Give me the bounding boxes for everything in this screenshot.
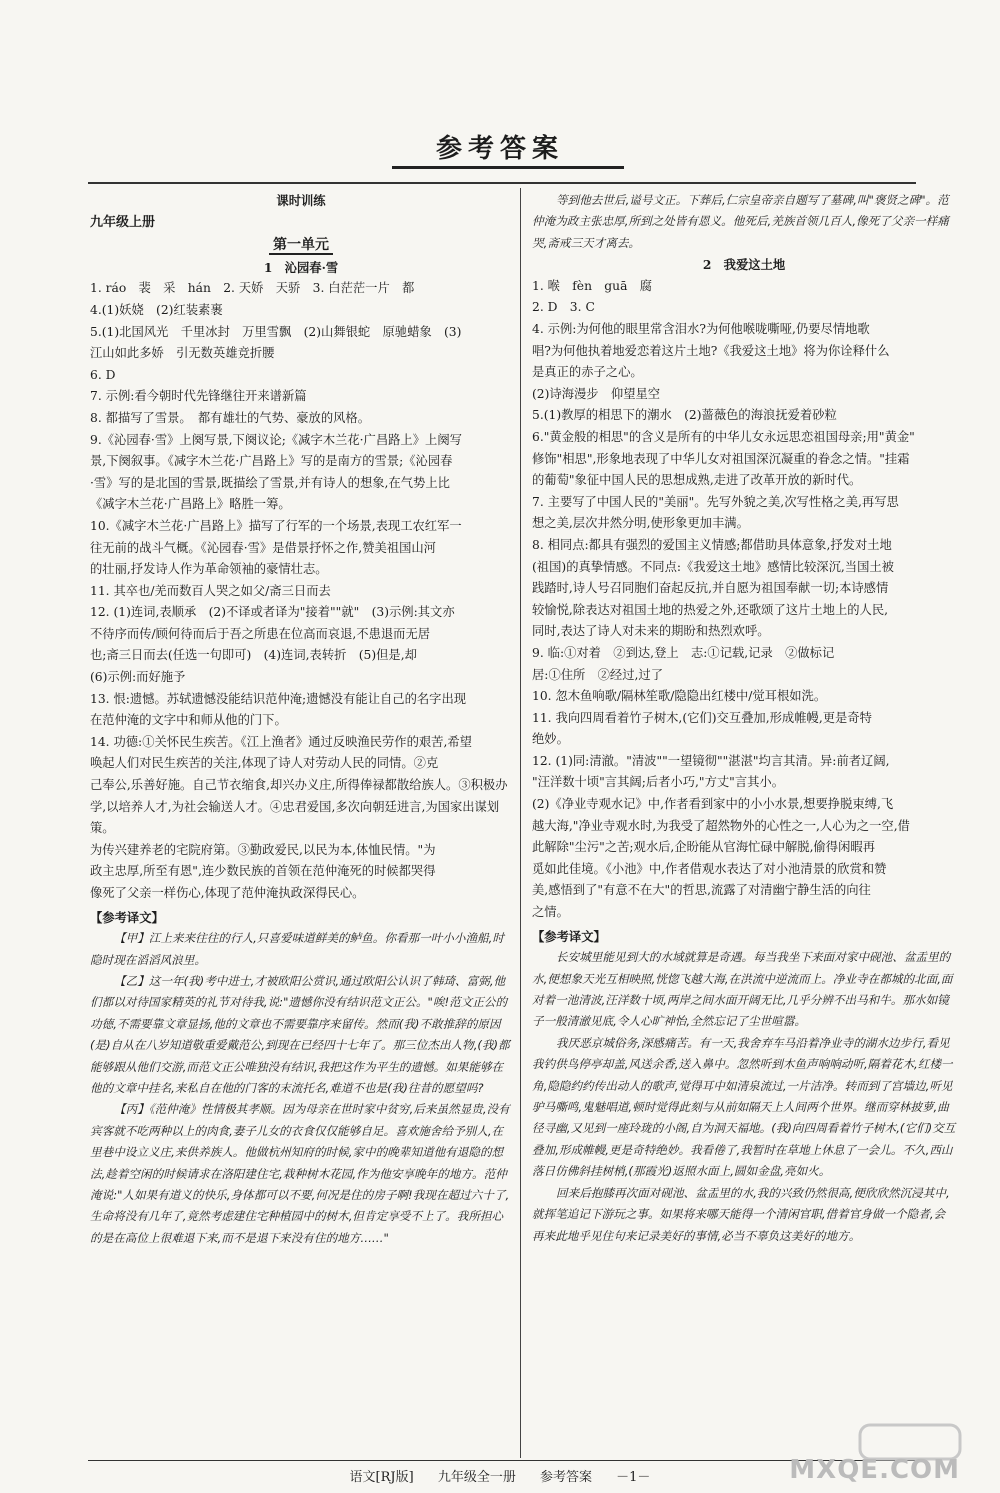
answer-line: 5.(1)北国风光 千里冰封 万里雪飘 (2)山舞银蛇 原驰蜡象 (3) xyxy=(90,324,462,339)
answer-line: 8. 相同点:都具有强烈的爱国主义情感;都借助具体意象,抒发对土地 xyxy=(532,537,892,552)
answer-line: 此解除"尘污"之苦;观水后,企盼能从官海忙碌中解脱,偷得闲暇再 xyxy=(532,840,875,855)
answer-line: 6."黄金般的相思"的含义是所有的中华儿女永远思恋祖国母亲;用"黄金" xyxy=(532,429,915,444)
answer-line: "汪洋数十顷"言其阔;后者小巧,"方丈"言其小。 xyxy=(532,775,785,790)
answer-line: 7. 主要写了中国人民的"美丽"。先写外貌之美,次写性格之美,再写思 xyxy=(532,494,899,509)
left-column xyxy=(90,190,512,1249)
answer-line: 江山如此多娇 引无数英雄竞折腰 xyxy=(90,346,275,361)
answer-line: 唱?为何他执着地爱恋着这片土地?《我爱这土地》将为你诠释什么 xyxy=(532,343,890,358)
answer-line: 像死了父亲一样伤心,体现了范仲淹执政深得民心。 xyxy=(90,886,365,900)
translation-paragraph: 我厌恶京城俗务,深感痛苦。有一天,我舍弃车马沿着净业寺的湖水边步行,看见我钓供鸟停亭却盖,风送余香,送入鼻中。忽然听到木鱼声响响动听,隔着花木,红楼一角,隐隐约约传出动人的歌声,觉得耳中如清泉流过,一片洁净。转而到了宫墙边,听见驴马嘶鸣,鬼魅唱道,顿时觉得此刻与从前如隔天上人间两个世界。继而穿林披萝,曲径寻幽,又见到一座玲珑的小阁,自为洞天福地。(我)向四周看着竹子树木,(它们)交互叠加,形成帷幔,更是奇特绝妙。我看倦了,我暂时在草地上休息了一会儿。不久,西山落日仿佛斜挂树梢,(那霞光)返照水面上,圆如金盘,亮如火。 xyxy=(532,1035,956,1179)
answer-line: 景,下阕叙事。《减字木兰花·广昌路上》写的是南方的雪景;《沁园春 xyxy=(90,454,453,469)
answer-line: 9. 临:①对着 ②到达,登上 志:①记载,记录 ②做标记 xyxy=(532,645,835,660)
answer-line: 11. 我向四周看着竹子树木,(它们)交互叠加,形成帷幔,更是奇特 xyxy=(532,710,872,725)
answer-line: (6)示例:而好施予 xyxy=(90,670,186,685)
answer-line: 11. 其卒也/羌而数百人哭之如父/斋三日而去 xyxy=(90,583,331,598)
answer-line: 4. 示例:为何他的眼里常含泪水?为何他喉咙嘶哑,仍要尽情地歌 xyxy=(532,322,870,336)
book-label: 九年级上册 xyxy=(90,214,156,230)
answer-line: 12. (1)连词,表顺承 (2)不译或者译为"接着""就" (3)示例:其文亦 xyxy=(90,605,455,620)
page-title: 参考答案 xyxy=(435,134,564,164)
answer-line: 越大海,"净业寺观水时,为我受了超然物外的心性之一,人心为之一空,借 xyxy=(532,818,910,833)
answer-line: 往无前的战斗气概。《沁园春·雪》是借景抒怀之作,赞美祖国山河 xyxy=(90,540,436,555)
column-divider xyxy=(520,188,521,1458)
answer-line: 4.(1)妖娆 (2)红装素裹 xyxy=(90,302,223,317)
answer-line: ·雪》写的是北国的雪景,既描绘了雪景,并有诗人的想象,在气势上比 xyxy=(90,475,450,490)
answer-line: 2. D 3. C xyxy=(532,300,595,315)
answer-line: 美,感悟到了"有意不在大"的哲思,流露了对清幽宁静生活的向往 xyxy=(532,883,871,898)
answer-line: 不待序而传/顾何待而后于吾之所患在位高而哀退,不患退而无居 xyxy=(90,626,431,641)
answer-line: 10.《减字木兰花·广昌路上》描写了行军的一个场景,表现工农红军一 xyxy=(90,518,462,533)
lesson-title-2: 2 我爱这土地 xyxy=(702,257,786,273)
answer-line: 为传兴建养老的宅院府第。③勤政爱民,以民为本,体恤民情。"为 xyxy=(90,842,436,857)
answer-line: 6. D xyxy=(90,367,116,382)
right-intro-text: 等到他去世后,谥号文正。下葬后,仁宗皇帝亲自题写了墓碑,叫"褒贤之碑"。范仲淹为政主张忠厚,所到之处皆有恩义。他死后,羌族首领几百人,像死了父亲一样痛哭,斋戒三天才离去。 xyxy=(532,193,949,250)
ref-label-left: 【参考译文】 xyxy=(90,909,164,925)
answer-line: (祖国)的真挚情感。不同点:《我爱这土地》感情比较深沉,当国土被 xyxy=(532,559,894,574)
answer-line: 5.(1)教厚的相思下的潮水 (2)蔷薇色的海浪抚爱着砂粒 xyxy=(532,408,837,423)
answer-line: 己奉公,乐善好施。自己节衣缩食,却兴办义庄,所得俸禄都散给族人。③积极办学,以培养人才,为社会输送人才。④忠君爱国,多次向朝廷进言,为国家出谋划策。 xyxy=(90,778,508,836)
answer-line: 13. 恨:遗憾。苏轼遗憾没能结识范仲淹;遗憾没有能让自己的名字出现 xyxy=(90,691,467,706)
right-intro xyxy=(532,190,956,254)
answer-line: 觅如此佳境。《小池》中,作者借观水表达了对小池清景的欣赏和赞 xyxy=(532,861,887,876)
page-title-wrap xyxy=(0,128,1000,165)
translation-paragraph: 【丙】《范仲淹》性情极其孝顺。因为母亲在世时家中贫穷,后来虽然显贵,没有宾客就不吃两种以上的肉食,妻子儿女的衣食仅仅能够自足。喜欢施舍给予别人,在里巷中设立义庄,来供养族人。他做杭州知府的时候,家中的晚辈知道他有退隐的想法,趁着空闲的时候请求在洛阳建住宅,栽种树木花园,作为他安享晚年的地方。范仲淹说:"人如果有道义的快乐,身体都可以不要,何况是住的房子啊!我现在超过六十了,生命将没有几年了,竟然考虑建住宅种植园中的树木,但肯定享受不上了。我所担心的是在高位上很难退下来,而不是退下来没有住的地方……" xyxy=(90,1102,510,1245)
answer-line: 7. 示例:看今朝时代先锋继往开来谱新篇 xyxy=(90,389,307,404)
answer-line: 同时,表达了诗人对未来的期盼和热烈欢呼。 xyxy=(532,624,770,639)
translation-paragraph: 长安城里能见到大的水域就算是奇遇。每当我坐下来面对家中砚池、盆盂里的水,便想象天光互相映照,恍惚飞越大海,在洪流中逆流而上。净业寺在都城的北面,面对着一池清波,汪洋数十顷,两岸之间水面开阔无比,几乎分辨不出马和牛。那水如镜子一般清澈见底,令人心旷神怡,全然忘记了尘世喧嚣。 xyxy=(532,950,953,1029)
answer-line: (2)《净业寺观水记》中,作者看到家中的小小水景,想要挣脱束缚,飞 xyxy=(532,797,894,812)
footer-page-number: －1－ xyxy=(616,1470,651,1485)
header-rule xyxy=(88,182,916,184)
answer-line: 《减字木兰花·广昌路上》略胜一筹。 xyxy=(90,497,291,512)
translation-paragraph: 【乙】这一年(我)考中进士,才被欧阳公赏识,通过欧阳公认识了韩琦、富弼,他们都以对待国家精英的礼节对待我,说:"遗憾你没有结识范文正公。"唉!范文正公的功德,不需要靠文章显扬,他的文章也不需要靠序来留传。然而(我)不敢推辞的原因(是)自从在八岁知道敬重爱戴范公,到现在已经四十七年了。那三位杰出人物,(我)都能够跟从他们交游,而范文正公唯独没有结识,我把这作为平生的遗憾。如果能够在他的文章中挂名,来私自在他的门客的末流托名,难道不也是(我)往昔的愿望吗? xyxy=(90,974,510,1096)
left-answer-list xyxy=(90,278,512,904)
answer-line: 想之美,层次井然分明,使形象更加丰满。 xyxy=(532,516,749,531)
answer-line: 在范仲淹的文字中和师从他的门下。 xyxy=(90,713,287,728)
translation-paragraph: 回来后抱膝再次面对砚池、盆盂里的水,我的兴致仍然很高,便欣欣然沉浸其中,就挥笔追记下游玩之事。如果将来哪天能得一个清闲官职,借着官身做一个隐者,会再来此地乎见住句来记录美好的事情,必当不辜负这美好的地方。 xyxy=(532,1185,950,1243)
answer-line: 践踏时,诗人号召同胞们奋起反抗,并自愿为祖国奉献一切;本诗感情 xyxy=(532,581,889,596)
answer-line: (2)诗海漫步 仰望星空 xyxy=(532,386,661,401)
right-column xyxy=(532,190,956,1247)
answer-line: 修饰"相思",形象地表现了中华儿女对祖国深沉凝重的眷念之情。"挂霜 xyxy=(532,451,910,466)
answer-line: 14. 功德:①关怀民生疾苦。《江上渔者》通过反映渔民劳作的艰苦,希望 xyxy=(90,734,472,749)
answer-line: 8. 都描写了雪景。 都有雄壮的气势、豪放的风格。 xyxy=(90,410,371,425)
footer-label: 参考答案 xyxy=(540,1470,593,1485)
answer-line: 9.《沁园春·雪》上阕写景,下阕议论;《减字木兰花·广昌路上》上阕写 xyxy=(90,432,462,447)
answer-line: 政主忠厚,所至有恩",连少数民族的首领在范仲淹死的时候都哭得 xyxy=(90,864,436,879)
answer-line: 也;斋三日而去(任选一句即可) (4)连词,表转折 (5)但是,却 xyxy=(90,648,417,663)
left-translation xyxy=(90,928,512,1249)
ref-label-right: 【参考译文】 xyxy=(532,928,606,944)
answer-line: 1. ráo 裴 采 hán 2. 天娇 天骄 3. 白茫茫一片 都 xyxy=(90,281,415,296)
watermark-text: MXQE.COM xyxy=(789,1455,960,1485)
right-answer-list xyxy=(532,276,956,924)
answer-line: 较愉悦,除表达对祖国土地的热爱之外,还歌颂了这片土地上的人民, xyxy=(532,602,889,617)
section-title: 课时训练 xyxy=(276,193,326,208)
unit-title-text: 第一单元 xyxy=(269,237,333,255)
answer-line: 唤起人们对民生疾苦的关注,体现了诗人对劳动人民的同情。②克 xyxy=(90,756,439,771)
right-translation xyxy=(532,947,956,1247)
answer-line: 是真正的赤子之心。 xyxy=(532,365,643,380)
footer-subject: 语文[RJ版] xyxy=(349,1470,414,1485)
answer-line: 的葡萄"象征中国人民的思想成熟,走进了改革开放的新时代。 xyxy=(532,473,862,488)
lesson-title-1: 1 沁园春·雪 xyxy=(263,259,339,275)
title-underline xyxy=(392,166,624,169)
answer-line: 居:①住所 ②经过,过了 xyxy=(532,667,664,682)
answer-line: 的壮丽,抒发诗人作为革命领袖的豪情壮志。 xyxy=(90,562,328,577)
footer-grade: 九年级全一册 xyxy=(437,1470,516,1485)
answer-line: 10. 忽木鱼响歌/隔林笙歌/隐隐出红楼中/觉耳根如洗。 xyxy=(532,689,827,704)
answer-line: 之情。 xyxy=(532,905,569,920)
translation-paragraph: 【甲】江上来来往往的行人,只喜爱味道鲜美的鲈鱼。你看那一叶小小渔船,时隐时现在滔滔风浪里。 xyxy=(90,931,504,967)
answer-line: 12. (1)同:清澈。"清波""一望镜彻""湛湛"均言其清。异:前者辽阔, xyxy=(532,753,890,768)
answer-line: 绝妙。 xyxy=(532,732,569,747)
unit-title xyxy=(90,235,512,257)
answer-line: 1. 喉 fèn guā 腐 xyxy=(532,278,652,293)
